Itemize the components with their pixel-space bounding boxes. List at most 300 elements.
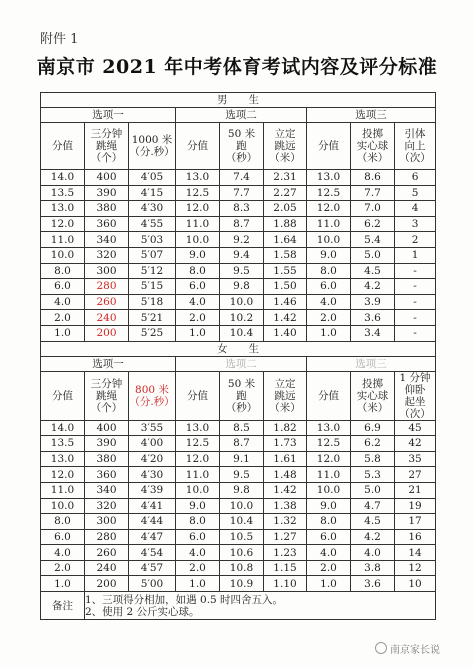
- column-header: [351, 123, 395, 170]
- table-cell: 4: [395, 201, 436, 217]
- table-cell: 10.0: [41, 498, 85, 514]
- column-header: [395, 123, 436, 170]
- table-cell: 2.0: [307, 310, 351, 326]
- table-cell: 12.5: [307, 436, 351, 452]
- table-cell: 6.9: [351, 420, 395, 436]
- table-cell: 8.7: [220, 216, 264, 232]
- table-cell: 13.0: [307, 170, 351, 186]
- table-cell: 9.0: [176, 498, 220, 514]
- table-cell: 13.0: [176, 420, 220, 436]
- table-cell: 240: [85, 560, 129, 576]
- table-cell: 8.0: [41, 514, 85, 530]
- table-cell: -: [395, 325, 436, 341]
- table-cell: 11.0: [41, 232, 85, 248]
- table-cell: 1.73: [264, 436, 307, 452]
- table-cell: 13.0: [307, 420, 351, 436]
- table-cell: 260: [85, 294, 129, 310]
- column-header: [176, 371, 220, 420]
- column-header-line: 800 米: [135, 383, 169, 396]
- column-header: [85, 371, 129, 420]
- table-row: [41, 216, 436, 232]
- table-cell: 42: [395, 436, 436, 452]
- column-header-line: （分.秒）: [129, 146, 175, 158]
- table-cell: 13.0: [41, 451, 85, 467]
- table-cell: 9.2: [220, 232, 264, 248]
- table-cell: 4.0: [41, 294, 85, 310]
- table-row: [41, 451, 436, 467]
- table-cell: 10.0: [307, 482, 351, 498]
- table-row: [41, 325, 436, 341]
- table-cell: 390: [85, 436, 129, 452]
- table-cell: 4.0: [351, 545, 395, 561]
- note-item: 1、三项得分相加，如遇 0.5 时四舍五入。: [85, 593, 284, 606]
- option-label: 选项三: [307, 108, 436, 123]
- notes-row: [41, 592, 436, 620]
- table-cell: 10.4: [220, 514, 264, 530]
- table-cell: 9.0: [176, 247, 220, 263]
- table-cell: 2.27: [264, 185, 307, 201]
- gender-label: 男 生: [41, 93, 436, 108]
- column-header-line: 跳绳: [96, 140, 117, 152]
- table-cell: 9.8: [220, 482, 264, 498]
- table-cell: 1.50: [264, 279, 307, 295]
- table-cell: 240: [85, 310, 129, 326]
- table-row: [41, 170, 436, 186]
- table-cell: 12.0: [41, 216, 85, 232]
- table-cell: 4′30: [129, 201, 176, 217]
- column-header: [307, 371, 351, 420]
- page-title: 南京市 2021 年中考体育考试内容及评分标准: [36, 56, 438, 78]
- table-cell: 6.0: [176, 529, 220, 545]
- column-header-line: 50 米: [227, 128, 256, 140]
- table-cell: 1.0: [41, 325, 85, 341]
- table-cell: 1.27: [264, 529, 307, 545]
- table-cell: 9.5: [220, 467, 264, 483]
- column-header-line: 向上: [404, 140, 426, 152]
- table-cell: 5′21: [129, 310, 176, 326]
- table-cell: 4.0: [176, 294, 220, 310]
- table-cell: 380: [85, 201, 129, 217]
- column-header: [129, 123, 176, 170]
- table-cell: 4′44: [129, 514, 176, 530]
- table-cell: 1.42: [264, 482, 307, 498]
- table-cell: 8.0: [41, 263, 85, 279]
- table-cell: 2.0: [41, 560, 85, 576]
- table-cell: 1.40: [264, 325, 307, 341]
- table-cell: 6.0: [176, 279, 220, 295]
- notes-label: 备注: [41, 592, 85, 620]
- table-cell: 8.0: [307, 263, 351, 279]
- option-label: 选项二: [176, 356, 307, 371]
- column-header-line: 实心球: [356, 140, 389, 152]
- table-cell: 5′00: [129, 576, 176, 592]
- table-cell: 12.0: [307, 201, 351, 217]
- table-cell: 340: [85, 482, 129, 498]
- table-cell: 320: [85, 247, 129, 263]
- table-cell: -: [395, 310, 436, 326]
- table-cell: -: [395, 279, 436, 295]
- table-cell: 9.4: [220, 247, 264, 263]
- table-cell: 10.2: [220, 310, 264, 326]
- column-header-line: 三分钟: [90, 128, 123, 140]
- table-cell: 8.0: [307, 514, 351, 530]
- table-cell: 1: [395, 247, 436, 263]
- table-cell: 13.0: [176, 170, 220, 186]
- table-cell: 300: [85, 263, 129, 279]
- column-header-line: 立定: [274, 128, 296, 140]
- table-cell: 8.7: [220, 436, 264, 452]
- table-cell: 6.0: [41, 279, 85, 295]
- gender-header-row: [41, 93, 436, 108]
- table-cell: 11.0: [176, 216, 220, 232]
- column-header-line: （秒）: [225, 152, 258, 164]
- table-row: [41, 482, 436, 498]
- table-cell: 400: [85, 170, 129, 186]
- column-header-line: 跳远: [274, 389, 296, 402]
- table-cell: 7.0: [351, 201, 395, 217]
- column-header-line: （米）: [356, 152, 389, 164]
- column-header: [220, 123, 264, 170]
- column-header-line: 三分钟: [90, 377, 123, 390]
- table-cell: 5.0: [351, 247, 395, 263]
- option-label: 选项一: [41, 356, 176, 371]
- table-cell: 1.46: [264, 294, 307, 310]
- table-cell: 1.38: [264, 498, 307, 514]
- table-cell: 1.0: [176, 576, 220, 592]
- table-row: [41, 576, 436, 592]
- table-cell: 1.10: [264, 576, 307, 592]
- table-cell: 21: [395, 482, 436, 498]
- table-cell: 4.0: [41, 545, 85, 561]
- table-cell: 45: [395, 420, 436, 436]
- table-cell: 5.8: [351, 451, 395, 467]
- table-cell: 1.0: [176, 325, 220, 341]
- table-cell: 5: [395, 185, 436, 201]
- table-cell: 6.2: [351, 216, 395, 232]
- table-cell: 4.5: [351, 514, 395, 530]
- table-cell: 1.0: [41, 576, 85, 592]
- table-cell: 2.31: [264, 170, 307, 186]
- table-cell: 5′03: [129, 232, 176, 248]
- table-cell: 6.0: [41, 529, 85, 545]
- table-cell: 1.58: [264, 247, 307, 263]
- column-header-line: 分值: [187, 389, 208, 402]
- column-header: [176, 123, 220, 170]
- table-cell: 1.55: [264, 263, 307, 279]
- table-cell: 12.5: [176, 436, 220, 452]
- column-header: [307, 123, 351, 170]
- table-cell: 3.6: [351, 576, 395, 592]
- table-cell: 4′57: [129, 560, 176, 576]
- wechat-icon: [375, 642, 387, 654]
- table-cell: 400: [85, 420, 129, 436]
- table-cell: 6.0: [307, 279, 351, 295]
- table-cell: 1.42: [264, 310, 307, 326]
- table-row: [41, 436, 436, 452]
- column-header-line: 分值: [52, 389, 73, 402]
- table-cell: 10.5: [220, 529, 264, 545]
- table-cell: 200: [85, 325, 129, 341]
- table-row: [41, 560, 436, 576]
- table-cell: 19: [395, 498, 436, 514]
- table-cell: 380: [85, 451, 129, 467]
- column-header: [41, 371, 85, 420]
- column-header-line: （米）: [269, 152, 301, 164]
- column-header-line: 引体: [404, 128, 426, 140]
- table-cell: 320: [85, 498, 129, 514]
- table-row: [41, 420, 436, 436]
- table-cell: 300: [85, 514, 129, 530]
- table-cell: 4′30: [129, 467, 176, 483]
- column-header-line: 仰卧: [404, 383, 426, 396]
- column-header-line: 投掷: [362, 128, 383, 140]
- table-cell: 2.0: [307, 560, 351, 576]
- table-cell: 4′00: [129, 436, 176, 452]
- table-row: [41, 545, 436, 561]
- table-cell: 12.0: [176, 201, 220, 217]
- option-row: [41, 356, 436, 371]
- notes-content: [85, 592, 436, 620]
- table-row: [41, 279, 436, 295]
- table-cell: 3.8: [351, 560, 395, 576]
- watermark: [375, 638, 470, 658]
- table-cell: 7.4: [220, 170, 264, 186]
- table-cell: 1.48: [264, 467, 307, 483]
- table-cell: 5.0: [351, 482, 395, 498]
- column-header-line: 1 分钟: [399, 371, 431, 384]
- table-cell: 6: [395, 170, 436, 186]
- table-cell: 9.5: [220, 263, 264, 279]
- column-header: [264, 371, 307, 420]
- table-cell: 4′47: [129, 529, 176, 545]
- table-cell: 5′12: [129, 263, 176, 279]
- table-cell: 35: [395, 451, 436, 467]
- column-header-line: 50 米: [227, 377, 256, 390]
- table-cell: 2: [395, 232, 436, 248]
- table-cell: 4′39: [129, 482, 176, 498]
- column-header-row: [41, 123, 436, 170]
- table-cell: 280: [85, 529, 129, 545]
- table-cell: 8.0: [176, 263, 220, 279]
- table-cell: 1.61: [264, 451, 307, 467]
- table-cell: 11.0: [41, 482, 85, 498]
- column-header-line: 跑: [236, 389, 247, 402]
- table-row: [41, 247, 436, 263]
- table-cell: 5.3: [351, 467, 395, 483]
- table-cell: 1.82: [264, 420, 307, 436]
- table-cell: 13.5: [41, 185, 85, 201]
- table-cell: 4.7: [351, 498, 395, 514]
- table-row: [41, 310, 436, 326]
- table-cell: 2.0: [41, 310, 85, 326]
- table-cell: 7.7: [351, 185, 395, 201]
- table-cell: 9.8: [220, 279, 264, 295]
- table-cell: 4′15: [129, 185, 176, 201]
- column-header-line: （米）: [269, 401, 301, 414]
- table-row: [41, 294, 436, 310]
- column-header-line: 立定: [274, 377, 296, 390]
- column-header-line: 分值: [318, 389, 339, 402]
- table-cell: 390: [85, 185, 129, 201]
- column-header-line: （秒）: [225, 401, 258, 414]
- column-header: [395, 371, 436, 420]
- column-header-line: 实心球: [356, 389, 389, 402]
- attachment-label: 附件 1: [40, 32, 79, 47]
- table-cell: 1.32: [264, 514, 307, 530]
- table-row: [41, 201, 436, 217]
- table-cell: 4′41: [129, 498, 176, 514]
- table-cell: 8.5: [220, 420, 264, 436]
- column-header-line: （个）: [90, 152, 123, 164]
- table-cell: 14.0: [41, 170, 85, 186]
- table-cell: 10.0: [220, 498, 264, 514]
- table-cell: 4′54: [129, 545, 176, 561]
- option-row: [41, 108, 436, 123]
- gender-label: 女 生: [41, 341, 436, 356]
- column-header-line: 1000 米: [131, 134, 173, 146]
- watermark-text: 南京家长说: [390, 644, 440, 656]
- column-header: [129, 371, 176, 420]
- table-cell: 340: [85, 232, 129, 248]
- column-header-line: 分值: [318, 140, 339, 152]
- table-body: [41, 93, 436, 620]
- column-header: [264, 123, 307, 170]
- table-cell: 4′05: [129, 170, 176, 186]
- table-cell: 11.0: [176, 467, 220, 483]
- scoring-table: [40, 92, 436, 620]
- table-cell: 1.88: [264, 216, 307, 232]
- table-cell: 3: [395, 216, 436, 232]
- column-header-line: （分.秒）: [129, 395, 175, 408]
- table-cell: 10.9: [220, 576, 264, 592]
- table-cell: 360: [85, 216, 129, 232]
- column-header-line: 分值: [187, 140, 208, 152]
- column-header-line: 跑: [236, 140, 247, 152]
- table-cell: 9.1: [220, 451, 264, 467]
- table-cell: 11.0: [307, 216, 351, 232]
- table-cell: 4.5: [351, 263, 395, 279]
- gender-header-row: [41, 341, 436, 356]
- table-cell: 12: [395, 560, 436, 576]
- table-cell: 4.0: [307, 294, 351, 310]
- table-cell: 4.0: [176, 545, 220, 561]
- table-cell: 14.0: [41, 420, 85, 436]
- table-cell: 200: [85, 576, 129, 592]
- table-cell: 10.0: [41, 247, 85, 263]
- table-cell: 1.64: [264, 232, 307, 248]
- column-header-line: 投掷: [362, 377, 383, 390]
- table-cell: 6.0: [307, 529, 351, 545]
- table-cell: 10.6: [220, 545, 264, 561]
- table-cell: 14: [395, 545, 436, 561]
- column-header-line: 分值: [52, 140, 73, 152]
- table-cell: 3.6: [351, 310, 395, 326]
- table-cell: 2.0: [176, 310, 220, 326]
- table-cell: 7.7: [220, 185, 264, 201]
- table-cell: 10.0: [307, 232, 351, 248]
- table-cell: 12.5: [176, 185, 220, 201]
- table-cell: 10.0: [176, 482, 220, 498]
- table-row: [41, 467, 436, 483]
- column-header-line: （次）: [399, 152, 431, 164]
- table-cell: -: [395, 263, 436, 279]
- table-cell: 10: [395, 576, 436, 592]
- column-header: [41, 123, 85, 170]
- table-cell: 3′55: [129, 420, 176, 436]
- table-cell: 260: [85, 545, 129, 561]
- table-cell: 8.3: [220, 201, 264, 217]
- table-cell: 8.6: [351, 170, 395, 186]
- table-cell: 360: [85, 467, 129, 483]
- table-cell: 13.5: [41, 436, 85, 452]
- option-label: 选项二: [176, 108, 307, 123]
- table-cell: 12.0: [41, 467, 85, 483]
- table-row: [41, 498, 436, 514]
- table-cell: 27: [395, 467, 436, 483]
- table-cell: 3.4: [351, 325, 395, 341]
- table-cell: 4′20: [129, 451, 176, 467]
- table-cell: -: [395, 294, 436, 310]
- table-row: [41, 529, 436, 545]
- table-cell: 5.4: [351, 232, 395, 248]
- table-cell: 1.15: [264, 560, 307, 576]
- table-cell: 11.0: [307, 467, 351, 483]
- column-header-line: 跳远: [274, 140, 296, 152]
- table-cell: 2.0: [176, 560, 220, 576]
- table-cell: 4.0: [307, 545, 351, 561]
- table-cell: 1.0: [307, 576, 351, 592]
- option-label: 选项一: [41, 108, 176, 123]
- column-header-line: （个）: [90, 401, 123, 414]
- table-cell: 4.2: [351, 279, 395, 295]
- column-header-line: （米）: [356, 401, 389, 414]
- table-cell: 9.0: [307, 498, 351, 514]
- table-cell: 1.0: [307, 325, 351, 341]
- column-header-line: 跳绳: [96, 389, 117, 402]
- column-header: [85, 123, 129, 170]
- column-header-line: （次）: [399, 407, 431, 420]
- table-cell: 3.9: [351, 294, 395, 310]
- table-cell: 16: [395, 529, 436, 545]
- table-cell: 6.2: [351, 436, 395, 452]
- table-row: [41, 232, 436, 248]
- column-header-line: 起坐: [404, 395, 426, 408]
- table-cell: 2.05: [264, 201, 307, 217]
- table-cell: 8.0: [176, 514, 220, 530]
- column-header: [351, 371, 395, 420]
- table-row: [41, 514, 436, 530]
- table-cell: 5′18: [129, 294, 176, 310]
- table-cell: 9.0: [307, 247, 351, 263]
- table-cell: 5′25: [129, 325, 176, 341]
- table-cell: 13.0: [41, 201, 85, 217]
- table-cell: 5′07: [129, 247, 176, 263]
- table-cell: 10.8: [220, 560, 264, 576]
- table-cell: 17: [395, 514, 436, 530]
- table-cell: 10.0: [176, 232, 220, 248]
- column-header: [220, 371, 264, 420]
- table-cell: 5′15: [129, 279, 176, 295]
- table-cell: 4′55: [129, 216, 176, 232]
- table-cell: 10.0: [220, 294, 264, 310]
- table-cell: 1.23: [264, 545, 307, 561]
- column-header-row: [41, 371, 436, 420]
- table-row: [41, 263, 436, 279]
- table-cell: 12.0: [176, 451, 220, 467]
- table-cell: 10.4: [220, 325, 264, 341]
- table-cell: 280: [85, 279, 129, 295]
- table-cell: 12.0: [307, 451, 351, 467]
